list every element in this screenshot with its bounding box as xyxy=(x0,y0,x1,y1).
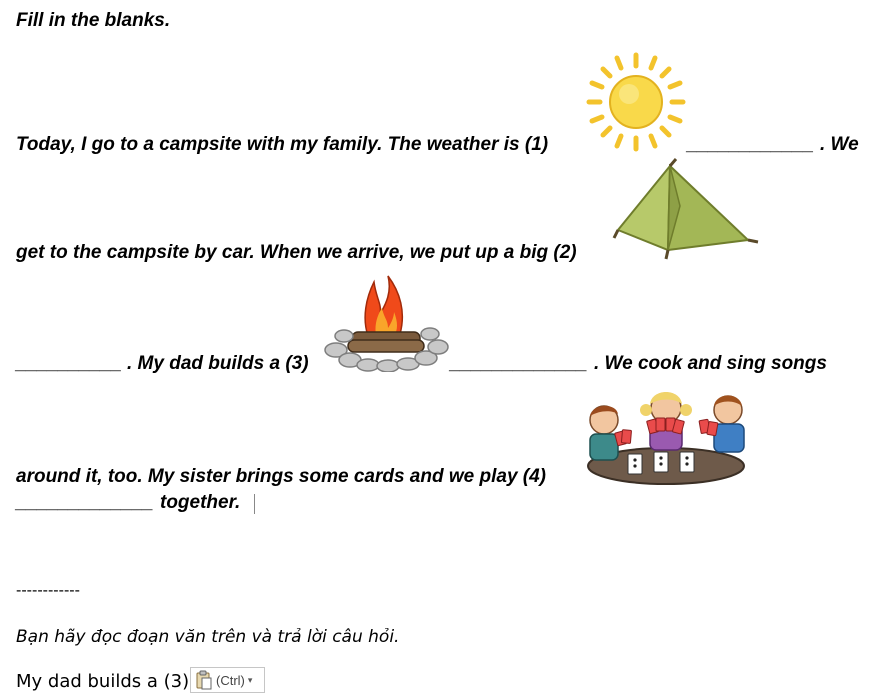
blank-1: ____________ xyxy=(687,134,814,155)
sentence-line-3-end: . We cook and sing songs xyxy=(594,353,827,374)
sentence-line-4: around it, too. My sister brings some cards and we play (4) xyxy=(16,466,547,487)
paste-options-button[interactable] xyxy=(190,667,265,693)
blank-3: _____________ xyxy=(450,353,588,374)
sun-icon xyxy=(584,50,688,154)
sentence-line-3-mid: . My dad builds a (3) xyxy=(127,353,309,374)
instruction-text: Fill in the blanks. xyxy=(16,10,171,31)
sentence-line-2: get to the campsite by car. When we arrive, we put up a big (2) xyxy=(16,242,577,263)
children-playing-cards-icon xyxy=(582,380,750,486)
answer-line[interactable]: My dad builds a (3) xyxy=(16,671,190,692)
separator-line: ------------ xyxy=(16,582,80,599)
tent-icon xyxy=(610,158,762,262)
text-cursor xyxy=(254,494,255,514)
sentence-line-1-end: . We xyxy=(820,134,859,155)
chevron-down-icon: ▾ xyxy=(247,674,253,685)
paste-options-label: (Ctrl) xyxy=(216,672,245,688)
sentence-line-5-end: together. xyxy=(160,492,241,513)
sentence-line-1: Today, I go to a campsite with my family. The weather is (1) xyxy=(16,134,549,155)
question-note: Bạn hãy đọc đoạn văn trên và trả lời câu hỏi. xyxy=(16,627,400,647)
campfire-icon xyxy=(322,268,450,372)
clipboard-icon xyxy=(195,670,213,690)
blank-2: __________ xyxy=(16,353,122,374)
blank-4: _____________ xyxy=(16,492,154,513)
